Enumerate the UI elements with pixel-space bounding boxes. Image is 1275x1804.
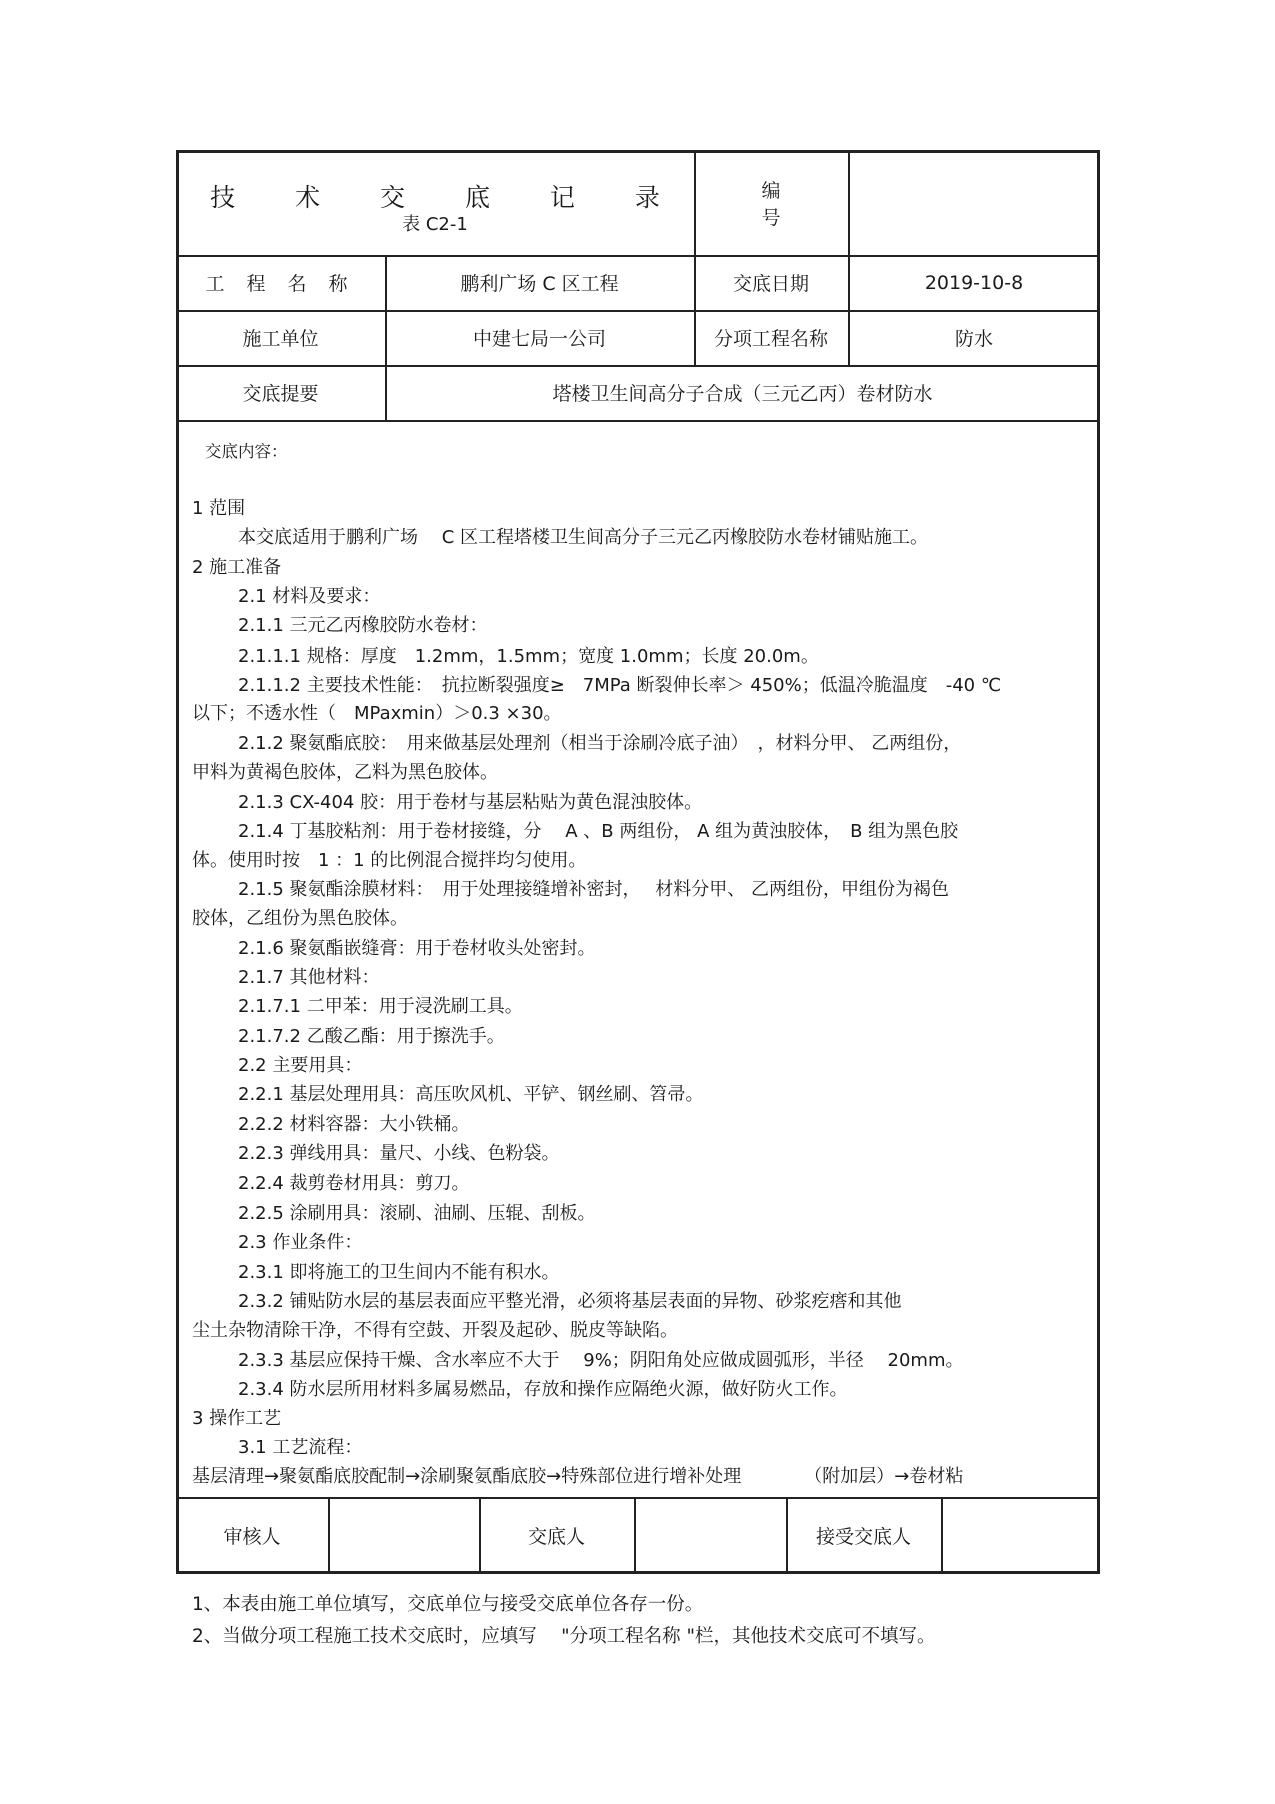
content-line: 2 施工准备	[192, 557, 282, 578]
content-line: 1 范围	[192, 498, 246, 519]
discloser-value[interactable]	[634, 1497, 786, 1574]
content-line: 2.1.4 丁基胶粘剂：用于卷材接缝，分 A 、B 两组份， A 组为黄浊胶体， B 组为黑色胶	[238, 821, 959, 842]
content-line: 2.1.7.1 二甲苯：用于浸洗刷工具。	[238, 996, 523, 1017]
content-line: 2.2.5 涂刷用具：滚刷、油刷、压辊、刮板。	[238, 1203, 596, 1224]
content-line: 2.1.6 聚氨酯嵌缝膏：用于卷材收头处密封。	[238, 938, 596, 959]
receiver-label: 接受交底人	[815, 1526, 911, 1548]
content-line: 2.1.1.2 主要技术性能： 抗拉断裂强度≥ 7MPa 断裂伸长率＞ 450%；低温冷脆温度 -40 ℃	[238, 675, 1002, 696]
content-line: 2.3.4 防水层所用材料多属易燃品，存放和操作应隔绝火源，做好防火工作。	[238, 1379, 848, 1400]
content-line: 体。使用时按 1 ：1 的比例混合搅拌均匀使用。	[192, 850, 587, 871]
row-divider	[176, 420, 1100, 422]
date-label: 交底日期	[732, 273, 809, 295]
form-code: 表 C2-1	[402, 214, 468, 235]
construction-unit-label: 施工单位	[242, 328, 319, 350]
content-line: 甲料为黄褐色胶体，乙料为黑色胶体。	[192, 762, 498, 783]
reviewer-label: 审核人	[223, 1526, 281, 1548]
note-1: 1、本表由施工单位填写，交底单位与接受交底单位各存一份。	[192, 1594, 704, 1615]
summary-value[interactable]: 塔楼卫生间高分子合成（三元乙丙）卷材防水	[552, 383, 933, 405]
content-line: 胶体，乙组份为黑色胶体。	[192, 908, 408, 929]
content-line: 2.3.2 铺贴防水层的基层表面应平整光滑，必须将基层表面的异物、砂浆疙瘩和其他	[238, 1291, 902, 1312]
content-line: 2.3 作业条件：	[238, 1232, 363, 1253]
subproject-label: 分项工程名称	[713, 328, 828, 350]
number-value[interactable]	[848, 150, 1100, 255]
content-line: 2.2 主要用具：	[238, 1055, 363, 1076]
number-label: 编 号	[761, 179, 811, 229]
content-line: 以下；不透水性（ MPaxmin）＞0.3 ×30。	[192, 703, 562, 724]
content-heading: 交底内容：	[205, 442, 288, 461]
content-line: 2.1.7.2 乙酸乙酯：用于擦洗手。	[238, 1026, 505, 1047]
content-line: 2.3.3 基层应保持干燥、含水率应不大于 9%；阴阳角处应做成圆弧形，半径 20mm。	[238, 1350, 964, 1371]
reviewer-value[interactable]	[328, 1497, 479, 1574]
content-line: 基层清理→聚氨酯底胶配制→涂刷聚氨酯底胶→特殊部位进行增补处理 （附加层）→卷材粘	[192, 1466, 964, 1487]
content-line: 2.1.7 其他材料：	[238, 967, 380, 988]
content-line: 2.2.1 基层处理用具：高压吹风机、平铲、钢丝刷、笤帚。	[238, 1084, 704, 1105]
summary-label: 交底提要	[242, 383, 319, 405]
content-line: 本交底适用于鹏利广场 C 区工程塔楼卫生间高分子三元乙丙橡胶防水卷材铺贴施工。	[238, 527, 929, 548]
construction-unit-value[interactable]: 中建七局一公司	[472, 328, 606, 350]
content-line: 2.1.5 聚氨酯涂膜材料： 用于处理接缝增补密封， 材料分甲、 乙两组份，甲组份为褐色	[238, 879, 949, 900]
receiver-value[interactable]	[941, 1497, 1100, 1574]
content-line: 尘土杂物清除干净，不得有空鼓、开裂及起砂、脱皮等缺陷。	[192, 1320, 678, 1341]
content-line: 2.1.3 CX-404 胶：用于卷材与基层粘贴为黄色混浊胶体。	[238, 792, 703, 813]
date-value[interactable]: 2019-10-8	[924, 271, 1024, 294]
content-line: 2.3.1 即将施工的卫生间内不能有积水。	[238, 1262, 560, 1283]
discloser-label: 交底人	[527, 1526, 585, 1548]
content-line: 2.1 材料及要求：	[238, 586, 381, 607]
note-2: 2、当做分项工程施工技术交底时，应填写 "分项工程名称 "栏，其他技术交底可不填写。	[192, 1626, 936, 1647]
content-line: 2.2.3 弹线用具：量尺、小线、色粉袋。	[238, 1143, 560, 1164]
content-line: 2.2.4 裁剪卷材用具：剪刀。	[238, 1173, 470, 1194]
form-subtitle-cell	[176, 205, 694, 241]
content-line: 2.1.2 聚氨酯底胶： 用来做基层处理剂（相当于涂刷冷底子油） ，材料分甲、 乙两组份，	[238, 733, 962, 754]
subproject-value[interactable]: 防水	[954, 328, 993, 350]
content-line: 3 操作工艺	[192, 1408, 282, 1429]
project-name-label: 工 程 名 称	[205, 273, 356, 295]
content-line: 2.1.1 三元乙丙橡胶防水卷材：	[238, 615, 488, 636]
content-line: 2.1.1.1 规格：厚度 1.2mm，1.5mm；宽度 1.0mm；长度 20.0m。	[238, 646, 819, 667]
content-line: 2.2.2 材料容器：大小铁桶。	[238, 1114, 470, 1135]
form-title: 技 术 交 底 记 录	[210, 183, 686, 212]
content-line: 3.1 工艺流程：	[238, 1437, 363, 1458]
project-name-value[interactable]: 鹏利广场 C 区工程	[460, 273, 619, 295]
